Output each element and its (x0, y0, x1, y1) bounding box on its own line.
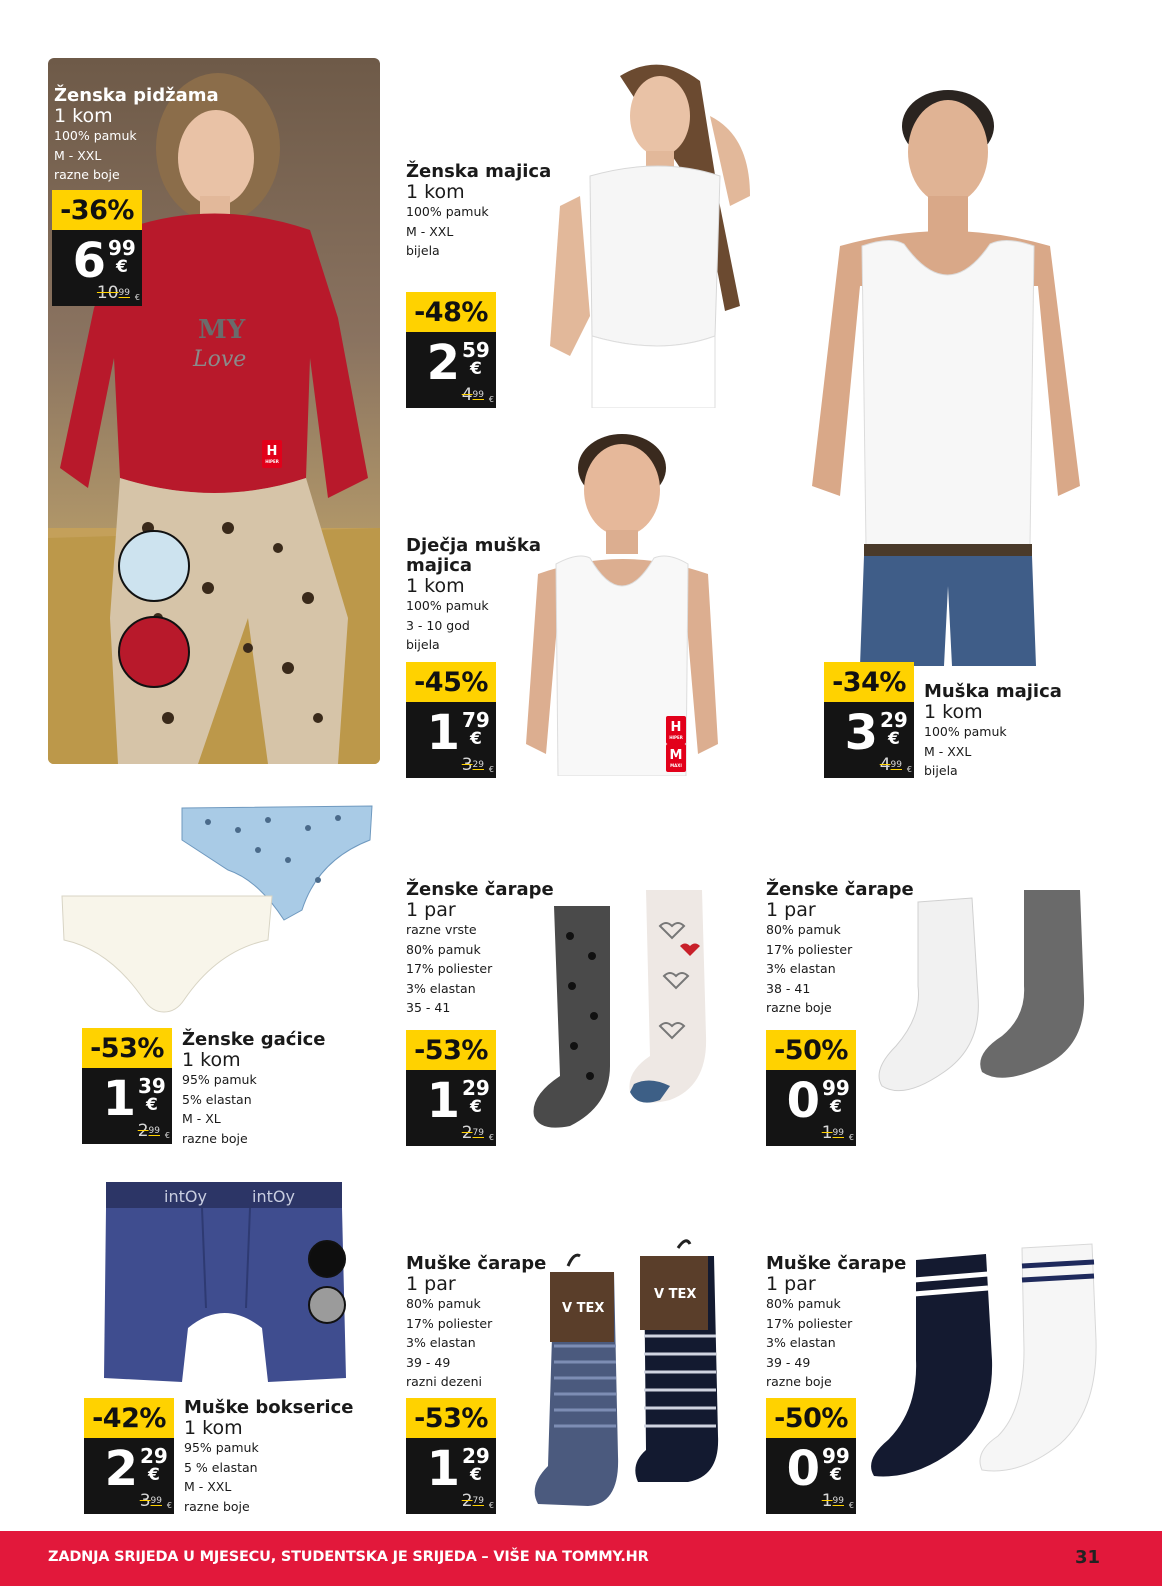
product-detail: 95% pamuk (182, 1072, 257, 1087)
product-8-info (406, 1254, 546, 1392)
price-box (84, 1438, 174, 1514)
women-socks-ankle-photo (874, 886, 1104, 1106)
price-badge (824, 662, 914, 778)
price-badge (406, 1030, 496, 1146)
product-detail: 39 - 49 (766, 1354, 811, 1370)
product-qty: 1 par (406, 899, 456, 921)
product-4-info (182, 1030, 326, 1148)
boy-tank-illustration (518, 424, 724, 776)
old-price: $3^{99}$ (139, 1491, 162, 1511)
product-detail: razne boje (766, 1374, 832, 1389)
old-price: $4^{99}$ (879, 755, 902, 775)
product-detail: razne boje (182, 1130, 248, 1146)
product-title: Ženske gaćice (182, 1029, 326, 1050)
product-title: Muške bokserice (184, 1397, 354, 1418)
price-integer: 1 (426, 1441, 458, 1497)
discount-label: -53% (406, 1398, 496, 1438)
product-title: Ženske čarape (766, 879, 914, 900)
product-detail: M - XXL (924, 743, 972, 759)
maxi-store-logo: M MAXI (666, 744, 686, 772)
product-detail: 17% poliester (766, 1315, 853, 1331)
footer-banner (0, 1531, 1162, 1586)
product-qty: 1 kom (184, 1417, 243, 1439)
price-integer: 1 (102, 1071, 134, 1127)
product-title: Dječja muška majica (406, 535, 541, 576)
old-price-currency: € (848, 1133, 854, 1142)
product-title: Muške čarape (406, 1253, 547, 1274)
old-price-currency: € (488, 1501, 494, 1510)
price-integer: 1 (426, 705, 458, 761)
price-box (52, 230, 142, 306)
product-detail: 3 - 10 god (406, 617, 470, 633)
old-price-currency: € (488, 1133, 494, 1142)
product-detail: razne boje (766, 1000, 832, 1015)
price-box (406, 332, 496, 408)
product-detail: 3% elastan (766, 961, 836, 976)
product-detail: 3% elastan (406, 980, 476, 996)
women-socks-patterned-photo (530, 886, 730, 1134)
price-currency: € (830, 1097, 842, 1117)
price-badge (84, 1398, 174, 1514)
product-qty: 1 kom (406, 575, 465, 597)
price-currency: € (888, 729, 900, 749)
price-box (82, 1068, 172, 1144)
discount-label: -48% (406, 292, 496, 332)
product-qty: 1 kom (182, 1049, 241, 1071)
product-1-info (406, 162, 551, 261)
product-qty: 1 kom (54, 105, 113, 127)
price-badge (406, 1398, 496, 1514)
men-socks-sport-photo (864, 1240, 1104, 1490)
price-decimal: 99 (108, 236, 136, 260)
old-price: $1^{99}$ (821, 1491, 844, 1511)
product-detail: 100% pamuk (54, 128, 137, 143)
price-integer: 1 (426, 1073, 458, 1129)
old-price-currency: € (488, 765, 494, 774)
product-qty: 1 par (406, 1273, 456, 1295)
old-price: $2^{99}$ (137, 1121, 160, 1141)
price-badge (766, 1030, 856, 1146)
price-currency: € (146, 1095, 158, 1115)
price-currency: € (148, 1465, 160, 1485)
price-badge (766, 1398, 856, 1514)
product-detail: 80% pamuk (766, 922, 841, 937)
discount-label: -53% (82, 1028, 172, 1068)
men-boxers-photo (102, 1178, 352, 1388)
boxer-waistband-text: intOy (252, 1187, 295, 1206)
price-integer: 2 (104, 1441, 136, 1497)
boxer-waistband-text: intOy (164, 1187, 207, 1206)
price-integer: 6 (72, 233, 104, 289)
product-detail: 5% elastan (182, 1091, 252, 1107)
sock-brand-label: V TEX (654, 1287, 697, 1302)
price-badge (406, 662, 496, 778)
price-currency: € (470, 729, 482, 749)
women-briefs-photo (58, 800, 378, 1030)
men-tank-photo (800, 66, 1090, 666)
old-price: $10^{99}$ (96, 283, 130, 303)
product-detail: 100% pamuk (924, 724, 1007, 739)
discount-label: -50% (766, 1398, 856, 1438)
old-price-currency: € (488, 395, 494, 404)
product-detail: razni dezeni (406, 1374, 483, 1389)
product-detail: 35 - 41 (406, 1000, 451, 1015)
men-socks-striped-photo (528, 1236, 748, 1512)
product-detail: 100% pamuk (406, 598, 489, 613)
price-decimal: 29 (462, 1076, 490, 1100)
price-currency: € (470, 1465, 482, 1485)
product-detail: M - XXL (54, 147, 102, 163)
sock-brand-label: V TEX (562, 1301, 605, 1316)
old-price: $2^{79}$ (461, 1123, 484, 1143)
product-detail: M - XXL (184, 1479, 232, 1494)
product-detail: razne boje (184, 1498, 250, 1514)
product-detail: 95% pamuk (184, 1440, 259, 1455)
product-3-info (406, 536, 546, 655)
discount-label: -53% (406, 1030, 496, 1070)
price-decimal: 99 (822, 1076, 850, 1100)
product-detail: 17% poliester (766, 941, 853, 957)
price-decimal: 29 (462, 1444, 490, 1468)
product-detail: 80% pamuk (766, 1296, 841, 1311)
price-currency: € (830, 1465, 842, 1485)
product-7-info (184, 1398, 353, 1516)
product-detail: 100% pamuk (406, 204, 489, 219)
product-detail: M - XXL (406, 223, 454, 239)
product-qty: 1 par (766, 899, 816, 921)
price-badge (82, 1028, 172, 1144)
price-integer: 0 (786, 1441, 818, 1497)
footer-promo-text[interactable]: ZADNJA SRIJEDA U MJESECU, STUDENTSKA JE SRIJEDA – VIŠE NA TOMMY.HR (48, 1549, 649, 1565)
svg-text:Love: Love (193, 347, 247, 372)
color-swatch-grey (308, 1286, 346, 1324)
price-box (824, 702, 914, 778)
product-detail: razne boje (54, 167, 120, 182)
old-price-currency: € (134, 293, 140, 302)
price-decimal: 29 (140, 1444, 168, 1468)
discount-label: -34% (824, 662, 914, 702)
color-swatch-light-blue (118, 530, 190, 602)
old-price: $2^{79}$ (461, 1491, 484, 1511)
price-box (766, 1438, 856, 1514)
product-2-info (924, 682, 1062, 781)
product-detail: 80% pamuk (406, 1296, 481, 1311)
color-swatch-red (118, 616, 190, 688)
price-integer: 2 (426, 335, 458, 391)
product-detail: 17% poliester (406, 1315, 493, 1331)
old-price: $3^{29}$ (461, 755, 484, 775)
hiper-store-logo: H HIPER (666, 716, 686, 744)
price-currency: € (470, 359, 482, 379)
price-currency: € (470, 1097, 482, 1117)
price-badge (52, 190, 142, 306)
product-detail: 5 % elastan (184, 1459, 258, 1475)
price-decimal: 99 (822, 1444, 850, 1468)
old-price-currency: € (166, 1501, 172, 1510)
product-0-info (54, 86, 219, 185)
product-title: Ženska majica (406, 161, 552, 182)
product-detail: 17% poliester (406, 961, 493, 976)
product-title: Ženske čarape (406, 879, 554, 900)
women-tank-photo (520, 56, 768, 408)
color-swatch-black (308, 1240, 346, 1278)
women-tank-illustration (520, 56, 768, 408)
product-title: Ženska pidžama (54, 85, 219, 106)
discount-label: -36% (52, 190, 142, 230)
product-detail: bijela (406, 637, 440, 652)
price-decimal: 29 (880, 708, 908, 732)
product-title: Muška majica (924, 681, 1062, 702)
product-detail: 39 - 49 (406, 1354, 451, 1370)
price-integer: 0 (786, 1073, 818, 1129)
price-box (766, 1070, 856, 1146)
discount-label: -42% (84, 1398, 174, 1438)
product-detail: 38 - 41 (766, 980, 811, 996)
price-integer: 3 (844, 705, 876, 761)
product-detail: 80% pamuk (406, 941, 481, 957)
product-qty: 1 kom (924, 701, 983, 723)
price-currency: € (116, 257, 128, 277)
price-decimal: 59 (462, 338, 490, 362)
price-badge (406, 292, 496, 408)
product-qty: 1 kom (406, 181, 465, 203)
product-detail: bijela (924, 763, 958, 778)
product-title: Muške čarape (766, 1253, 907, 1274)
old-price-currency: € (164, 1131, 170, 1140)
boy-tank-photo (518, 424, 724, 776)
men-tank-illustration (800, 66, 1090, 666)
pajama-print-text: MY (198, 315, 246, 345)
old-price: $1^{99}$ (821, 1123, 844, 1143)
discount-label: -45% (406, 662, 496, 702)
product-detail: razne vrste (406, 922, 477, 937)
discount-label: -50% (766, 1030, 856, 1070)
old-price-currency: € (848, 1501, 854, 1510)
product-detail: bijela (406, 243, 440, 258)
price-decimal: 79 (462, 708, 490, 732)
product-detail: 3% elastan (406, 1335, 476, 1350)
product-detail: M - XL (182, 1111, 221, 1126)
product-qty: 1 par (766, 1273, 816, 1295)
page-number: 31 (1074, 1547, 1100, 1568)
price-box (406, 1070, 496, 1146)
hiper-store-logo: H HIPER (262, 440, 282, 468)
old-price: $4^{99}$ (461, 385, 484, 405)
product-detail: 3% elastan (766, 1335, 836, 1350)
price-box (406, 702, 496, 778)
price-decimal: 39 (138, 1074, 166, 1098)
old-price-currency: € (906, 765, 912, 774)
price-box (406, 1438, 496, 1514)
